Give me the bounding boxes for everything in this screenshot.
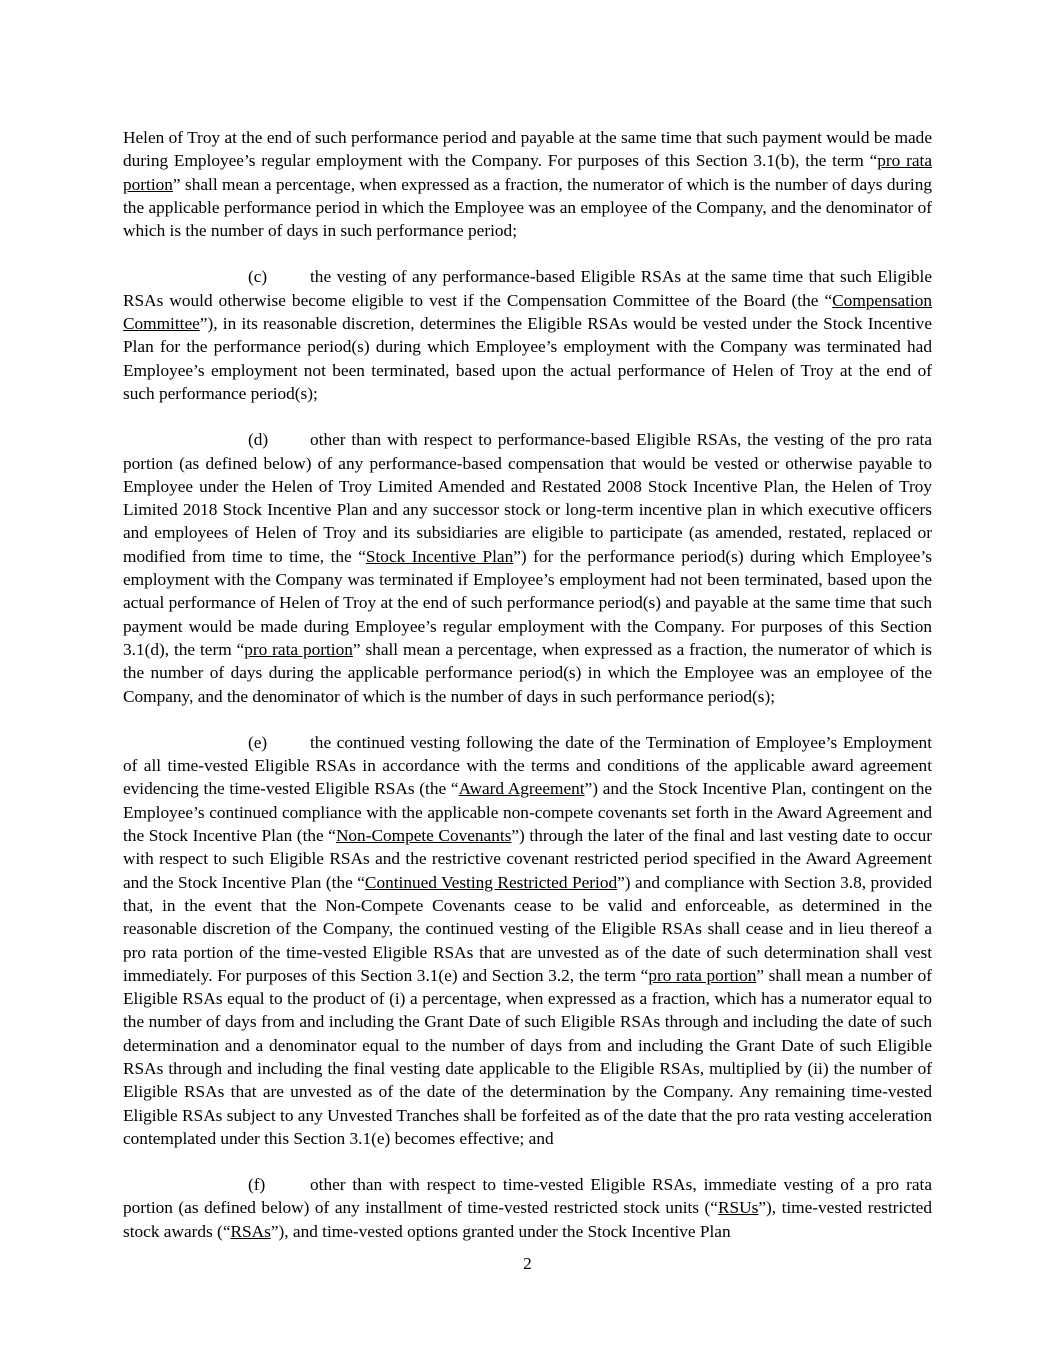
paragraph-e bbox=[123, 731, 932, 1150]
defined-term-underlined: Continued Vesting Restricted Period bbox=[364, 872, 618, 892]
body-text-run: ”), time-vested restricted stock awards (“ bbox=[123, 1198, 932, 1241]
body-text-run: ” shall mean a percentage, when expressed as a fraction, the numerator of which is the number of days during the applicable performance period(s) in which the Employee was an employee of the Company, and the denominator of which is the number of days in such performance period(s); bbox=[123, 639, 933, 706]
paragraph-letter-label: (f) bbox=[248, 1175, 266, 1195]
defined-term-underlined: pro rata portion bbox=[123, 151, 932, 194]
body-text-run: other than with respect to performance-based Eligible RSAs, the vesting of the pro rata portion (as defined below) of any performance-based compensation that would be vested or otherwise payable to Employee under the Helen of Troy Limited Amended and Restated 2008 Stock Incentive Plan, the Helen of Troy Limited 2018 Stock Incentive Plan and any successor stock or long-term incentive plan in which executive officers and employees of Helen of Troy and its subsidiaries are eligible to participate (as amended, restated, replaced or modified from time to time, the “ bbox=[123, 430, 932, 566]
paragraph-letter-label: (e) bbox=[248, 732, 268, 752]
body-text-run: ”) and compliance with Section 3.8, provided that, in the event that the Non-Compete Covenants cease to be valid and enforceable, as determined in the reasonable discretion of the Company, the continued vesting of the Eligible RSAs shall cease and in lieu thereof a pro rata portion of the time-vested Eligible RSAs that are unvested as of the date of such determination shall vest immediately. For purposes of this Section 3.1(e) and Section 3.2, the term “ bbox=[123, 872, 932, 985]
paragraph-f bbox=[123, 1173, 932, 1243]
body-text-run: ”) for the performance period(s) during which Employee’s employment with the Company was terminated if Employee’s employment had not been terminated, based upon the actual performance of Helen of Troy at the end of such performance period(s) and payable at the same time that such payment would be made during Employee’s regular employment with the Company. For purposes of this Section 3.1(d), the term “ bbox=[123, 546, 932, 659]
body-text-run: ” shall mean a number of Eligible RSAs equal to the product of (i) a percentage, when expressed as a fraction, which has a numerator equal to the number of days from and including the Grant Date of such Eligible RSAs through and including the date of such determination and a denominator equal to the number of days from and including the Grant Date of such Eligible RSAs through and including the final vesting date applicable to the Eligible RSAs, multiplied by (ii) the number of Eligible RSAs that are unvested as of the date of the determination by the Company. Any remaining time-vested Eligible RSAs subject to any Unvested Tranches shall be forfeited as of the date that the pro rata vesting acceleration contemplated under this Section 3.1(e) becomes effective; and bbox=[123, 965, 932, 1148]
paragraph-intro-continuation bbox=[123, 126, 932, 242]
document-body bbox=[123, 126, 932, 1266]
defined-term-underlined: pro rata portion bbox=[244, 639, 353, 659]
defined-term-underlined: Non-Compete Covenants bbox=[335, 826, 512, 846]
body-text-run: other than with respect to time-vested Eligible RSAs, immediate vesting of a pro rata portion (as defined below) of any installment of time-vested restricted stock units (“ bbox=[123, 1175, 932, 1218]
body-text-run: ”) through the later of the final and last vesting date to occur with respect to such Eligible RSAs and the restrictive covenant restricted period specified in the Award Agreement and the Stock Incentive Plan (the “ bbox=[123, 826, 932, 892]
paragraph-letter-label: (c) bbox=[248, 267, 268, 287]
paragraph-c bbox=[123, 265, 932, 405]
defined-term-underlined: RSAs bbox=[230, 1221, 271, 1241]
body-text-run: the vesting of any performance-based Eligible RSAs at the same time that such Eligible RSAs would otherwise become eligible to vest if the Compensation Committee of the Board (the “ bbox=[123, 267, 932, 310]
body-text-run: ” shall mean a percentage, when expressed as a fraction, the numerator of which is the number of days during the applicable performance period in which the Employee was an employee of the Company, and the denominator of which is the number of days in such performance period; bbox=[123, 174, 932, 241]
defined-term-underlined: RSUs bbox=[717, 1198, 759, 1218]
defined-term-underlined: Stock Incentive Plan bbox=[365, 546, 514, 566]
body-text-run: ”), and time-vested options granted under the Stock Incentive Plan bbox=[270, 1221, 731, 1241]
defined-term-underlined: pro rata portion bbox=[648, 965, 757, 985]
body-text-run: ”) and the Stock Incentive Plan, contingent on the Employee’s continued compliance with the applicable non-compete covenants set forth in the Award Agreement and the Stock Incentive Plan (the “ bbox=[123, 779, 933, 846]
paragraph-d bbox=[123, 428, 932, 708]
page-number: 2 bbox=[523, 1254, 532, 1273]
paragraph-letter-label: (d) bbox=[248, 430, 269, 450]
defined-term-underlined: Award Agreement bbox=[458, 779, 585, 799]
body-text-run: Helen of Troy at the end of such performance period and payable at the same time that such payment would be made during Employee’s regular employment with the Company. For purposes of this Section 3.1(b), the term “ bbox=[123, 128, 932, 171]
body-text-run: the continued vesting following the date of the Termination of Employee’s Employment of all time-vested Eligible RSAs in accordance with the terms and conditions of the applicable award agreement evidencing the time-vested Eligible RSAs (the “ bbox=[123, 732, 932, 799]
body-text-run: ”), in its reasonable discretion, determines the Eligible RSAs would be vested under the Stock Incentive Plan for the performance period(s) during which Employee’s employment with the Company was terminated had Employee’s employment not been terminated, based upon the actual performance of Helen of Troy at the end of such performance period(s); bbox=[123, 314, 932, 403]
defined-term-underlined: Compensation Committee bbox=[123, 290, 932, 334]
